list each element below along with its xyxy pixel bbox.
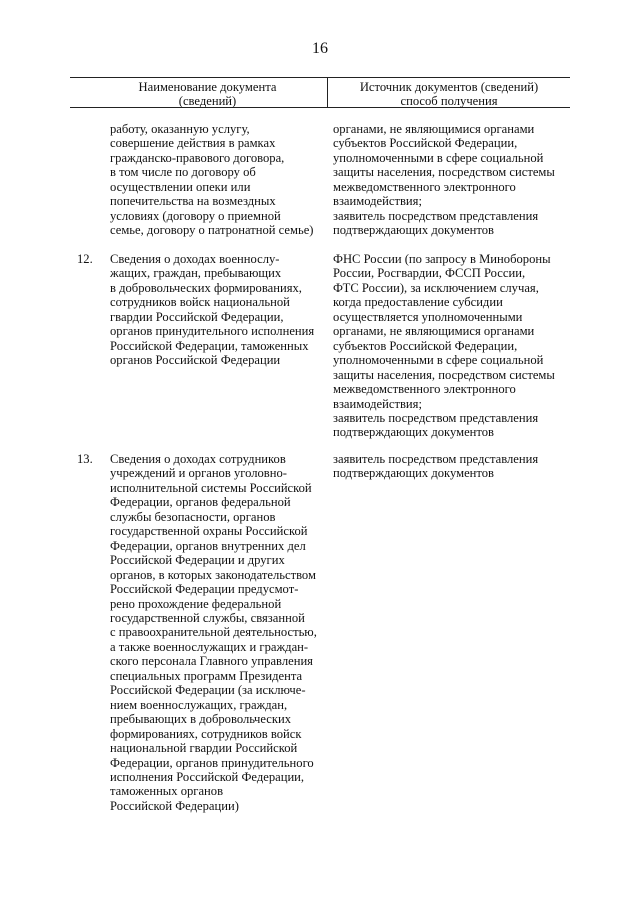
table-header-top-rule [70, 77, 570, 78]
column-header-source: Источник документов (сведений) способ получения [359, 80, 539, 108]
source-cell: ФНС России (по запросу в Минобороны России, Росгвардии, ФССП России, ФТС России), за исключением случая, когда предоставление субсидии осуществляется уполномоченными органами, не являющимися органами субъектов Российской Федерации, уполномоченными в сфере социальной защиты населения, посредством системы межведомственного электронного взаимодействия; заявитель посредством представления подтверждающих документов [333, 252, 555, 440]
document-name-cell: Сведения о доходах сотрудников учреждений и органов уголовно- исполнительной системы Российской Федерации, органов федеральной службы безопасности, органов государственной охраны Российской Федерации, органов внутренних дел Российской Федерации и других органов, в которых законодательством Российской Федерации предусмот- рено прохождение федеральной государственной службы, связанной с правоохранительной деятельностью, а также военнослужащих и граждан- ского персонала Главного управления специальных программ Президента Российской Федерации (за исключе- нием военнослужащих, граждан, пребывающих в добровольческих формированиях, сотрудников войск национальной гвардии Российской Федерации, органов принудительного исполнения Российской Федерации, таможенных органов Российской Федерации) [110, 452, 317, 813]
column-header-document-name: Наименование документа (сведений) [138, 80, 277, 108]
table-header-column-divider [327, 77, 328, 107]
row-number: 12. [77, 252, 93, 266]
page-number: 16 [312, 40, 328, 57]
document-name-cell: работу, оказанную услугу, совершение действия в рамках гражданско-правового договора, в том числе по договору об осуществлении опеки или попечительства на возмездных условиях (договору о приемной семье, договору о патронатной семье) [110, 122, 314, 238]
source-cell: органами, не являющимися органами субъектов Российской Федерации, уполномоченными в сфере социальной защиты населения, посредством системы межведомственного электронного взаимодействия; заявитель посредством представления подтверждающих документов [333, 122, 555, 238]
source-cell: заявитель посредством представления подтверждающих документов [333, 452, 539, 481]
document-name-cell: Сведения о доходах военнослу- жащих, граждан, пребывающих в добровольческих формированиях, сотрудников войск национальной гвардии Российской Федерации, органов принудительного исполнения Российской Федерации, таможенных органов Российской Федерации [110, 252, 315, 368]
row-number: 13. [77, 452, 93, 466]
